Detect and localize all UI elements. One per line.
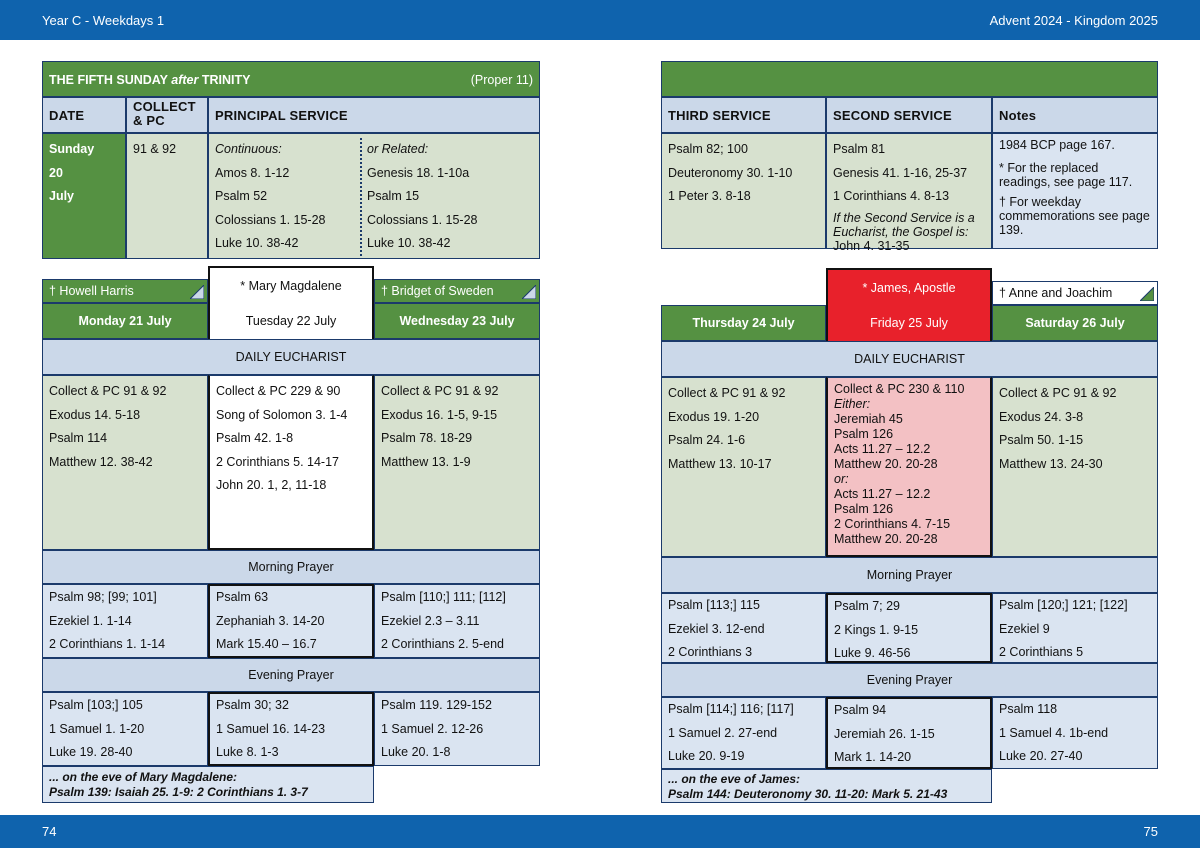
commemoration-wednesday bbox=[374, 279, 540, 303]
eucharist-monday bbox=[42, 375, 208, 550]
reading: Luke 9. 46-56 bbox=[834, 646, 911, 660]
date-thursday: Thursday 24 July bbox=[661, 305, 826, 341]
evening-wednesday bbox=[374, 692, 540, 766]
reading: Jeremiah 45 bbox=[834, 412, 903, 426]
reading: Exodus 14. 5-18 bbox=[49, 407, 141, 422]
reading: Psalm [114;] 116; [117] bbox=[668, 702, 794, 716]
reading: 1 Samuel 1. 1-20 bbox=[49, 721, 145, 736]
date-monday: Monday 21 July bbox=[42, 303, 208, 339]
reading: Acts 11.27 – 12.2 bbox=[834, 487, 931, 501]
reading: Psalm 126 bbox=[834, 502, 894, 516]
reading: Matthew 13. 10-17 bbox=[668, 456, 772, 471]
commemoration-friday bbox=[826, 268, 992, 305]
date-line: 20 bbox=[49, 165, 63, 180]
eve-heading: ... on the eve of James: bbox=[668, 772, 801, 786]
commemoration-monday bbox=[42, 279, 208, 303]
evening-tuesday bbox=[208, 692, 374, 766]
daily-eucharist-label-right: DAILY EUCHARIST bbox=[661, 341, 1158, 377]
reading: Psalm 98; [99; 101] bbox=[49, 590, 157, 604]
reading: Psalm 94 bbox=[834, 703, 887, 717]
date-tuesday: Tuesday 22 July bbox=[208, 303, 374, 339]
morning-tuesday bbox=[208, 584, 374, 658]
reading: Mark 15.40 – 16.7 bbox=[216, 637, 317, 651]
eucharist-friday bbox=[826, 377, 992, 557]
eve-readings: Psalm 139: Isaiah 25. 1-9: 2 Corinthians 1. 3-7 bbox=[49, 785, 308, 799]
reading: Luke 19. 28-40 bbox=[49, 745, 133, 759]
evening-saturday bbox=[992, 697, 1158, 769]
commemoration-label: † Howell Harris bbox=[49, 284, 134, 298]
eucharist-tuesday bbox=[208, 375, 374, 550]
reading: Psalm 15 bbox=[367, 189, 420, 203]
reading: Mark 1. 14-20 bbox=[834, 750, 912, 764]
related-readings bbox=[361, 134, 551, 260]
notes-cell bbox=[992, 133, 1158, 249]
page-number-right: 75 bbox=[1143, 824, 1158, 839]
col-header-second: SECOND SERVICE bbox=[826, 97, 992, 133]
reading: Acts 11.27 – 12.2 bbox=[834, 442, 931, 456]
reading: Psalm 119. 129-152 bbox=[381, 698, 492, 712]
reading: 2 Corinthians 5 bbox=[999, 645, 1084, 659]
reading: Ezekiel 1. 1-14 bbox=[49, 613, 132, 628]
reading: Luke 20. 1-8 bbox=[381, 745, 451, 759]
reading: Collect & PC 91 & 92 bbox=[668, 386, 786, 400]
continuous-readings bbox=[209, 134, 373, 260]
date-line: Sunday bbox=[49, 142, 95, 156]
commemoration-saturday bbox=[992, 281, 1158, 305]
reading: Psalm 52 bbox=[215, 189, 268, 203]
reading: Matthew 12. 38-42 bbox=[49, 454, 153, 469]
reading: Psalm 114 bbox=[49, 431, 108, 445]
continuous-label: Continuous: bbox=[215, 142, 282, 156]
sunday-title-bar bbox=[42, 61, 540, 97]
morning-prayer-label-left: Morning Prayer bbox=[42, 550, 540, 584]
reading: 2 Corinthians 4. 7-15 bbox=[834, 517, 951, 531]
col-header-date: DATE bbox=[42, 97, 126, 133]
evening-thursday bbox=[661, 697, 826, 769]
reading: Zephaniah 3. 14-20 bbox=[216, 613, 325, 628]
page-number-left: 74 bbox=[42, 824, 57, 839]
morning-friday bbox=[826, 593, 992, 663]
col-header-notes: Notes bbox=[992, 97, 1158, 133]
eve-note-right bbox=[661, 769, 992, 803]
either-label: Either: bbox=[834, 397, 871, 411]
reading: Collect & PC 91 & 92 bbox=[999, 386, 1117, 400]
reading: Jeremiah 26. 1-15 bbox=[834, 726, 935, 741]
note: * For the replaced readings, see page 117. bbox=[999, 161, 1133, 189]
evening-monday bbox=[42, 692, 208, 766]
commemoration-label: * Mary Magdalene bbox=[240, 278, 342, 293]
evening-friday bbox=[826, 697, 992, 769]
reading: John 20. 1, 2, 11-18 bbox=[216, 478, 327, 492]
reading: Matthew 20. 20-28 bbox=[834, 457, 938, 471]
principal-service-cell bbox=[208, 133, 540, 259]
sunday-date-cell bbox=[42, 133, 126, 259]
morning-wednesday bbox=[374, 584, 540, 658]
reading: Colossians 1. 15-28 bbox=[367, 212, 478, 227]
reading: 1 Samuel 16. 14-23 bbox=[216, 721, 326, 736]
reading: 2 Corinthians 3 bbox=[668, 645, 753, 659]
eve-note-left bbox=[42, 766, 374, 803]
reading: Psalm [120;] 121; [122] bbox=[999, 598, 1128, 612]
reading: 1 Peter 3. 8-18 bbox=[668, 189, 751, 203]
reading: Psalm 7; 29 bbox=[834, 599, 901, 613]
date-wednesday: Wednesday 23 July bbox=[374, 303, 540, 339]
evening-prayer-label-left: Evening Prayer bbox=[42, 658, 540, 692]
second-service-cell bbox=[826, 133, 992, 253]
reading: Deuteronomy 30. 1-10 bbox=[668, 165, 793, 180]
eucharist-saturday bbox=[992, 377, 1158, 557]
reading: Ezekiel 2.3 – 3.11 bbox=[381, 613, 480, 628]
reading: Psalm 118 bbox=[999, 702, 1058, 716]
reading: Psalm 50. 1-15 bbox=[999, 433, 1084, 447]
commemoration-label: † Bridget of Sweden bbox=[381, 284, 494, 298]
page-header-bar bbox=[0, 0, 1200, 40]
third-service-cell bbox=[661, 133, 826, 249]
reading: Exodus 19. 1-20 bbox=[668, 409, 760, 424]
reading: 1 Samuel 2. 27-end bbox=[668, 725, 778, 740]
second-service-note: If the Second Service is a Eucharist, the Gospel is: bbox=[833, 210, 975, 239]
date-friday: Friday 25 July bbox=[826, 305, 992, 341]
reading: 1 Samuel 4. 1b-end bbox=[999, 725, 1109, 740]
commemoration-tuesday bbox=[208, 266, 374, 303]
reading: Psalm 81 bbox=[833, 142, 886, 156]
morning-monday bbox=[42, 584, 208, 658]
eve-heading: ... on the eve of Mary Magdalene: bbox=[49, 770, 238, 784]
reading: Ezekiel 3. 12-end bbox=[668, 621, 765, 636]
eucharist-thursday bbox=[661, 377, 826, 557]
reading: Psalm [110;] 111; [112] bbox=[381, 590, 506, 604]
gospel-ref: John 4. 31-35 bbox=[833, 238, 910, 253]
sunday-title: THE FIFTH SUNDAY after TRINITY bbox=[49, 73, 251, 87]
reading: Luke 10. 38-42 bbox=[215, 236, 299, 250]
reading: Psalm 82; 100 bbox=[668, 142, 748, 156]
reading: Luke 20. 27-40 bbox=[999, 749, 1083, 763]
collect-text: 91 & 92 bbox=[133, 142, 177, 156]
reading: 2 Corinthians 1. 1-14 bbox=[49, 637, 166, 651]
reading: Matthew 13. 24-30 bbox=[999, 456, 1103, 471]
reading: Exodus 24. 3-8 bbox=[999, 409, 1084, 424]
or-label: or: bbox=[834, 472, 849, 486]
reading: Exodus 16. 1-5, 9-15 bbox=[381, 407, 498, 422]
reading: Genesis 18. 1-10a bbox=[367, 165, 470, 180]
reading: Psalm 126 bbox=[834, 427, 894, 441]
reading: Collect & PC 91 & 92 bbox=[49, 384, 167, 398]
date-line: July bbox=[49, 189, 75, 203]
reading: Matthew 13. 1-9 bbox=[381, 454, 471, 469]
reading: Psalm 30; 32 bbox=[216, 698, 289, 712]
morning-prayer-label-right: Morning Prayer bbox=[661, 557, 1158, 593]
page-footer-bar bbox=[0, 815, 1200, 848]
header-right-text: Advent 2024 - Kingdom 2025 bbox=[989, 13, 1158, 28]
morning-thursday bbox=[661, 593, 826, 663]
reading: Collect & PC 91 & 92 bbox=[381, 384, 499, 398]
reading: Psalm [113;] 115 bbox=[668, 598, 760, 612]
col-header-principal: PRINCIPAL SERVICE bbox=[208, 97, 540, 133]
reading: Genesis 41. 1-16, 25-37 bbox=[833, 165, 968, 180]
col-header-collect: COLLECT & PC bbox=[126, 97, 208, 133]
corner-triangle-icon bbox=[522, 285, 536, 299]
reading: 2 Corinthians 5. 14-17 bbox=[216, 454, 339, 469]
related-label: or Related: bbox=[367, 142, 429, 156]
morning-saturday bbox=[992, 593, 1158, 663]
commemoration-label: * James, Apostle bbox=[862, 280, 956, 295]
reading: 1 Corinthians 4. 8-13 bbox=[833, 189, 950, 203]
corner-triangle-icon bbox=[1140, 287, 1154, 301]
eve-readings: Psalm 144: Deuteronomy 30. 11-20: Mark 5. 21-43 bbox=[668, 787, 948, 801]
evening-prayer-label-right: Evening Prayer bbox=[661, 663, 1158, 697]
col-header-third: THIRD SERVICE bbox=[661, 97, 826, 133]
daily-eucharist-label-left: DAILY EUCHARIST bbox=[42, 339, 540, 375]
reading: Song of Solomon 3. 1-4 bbox=[216, 407, 348, 422]
reading: Ezekiel 9 bbox=[999, 621, 1050, 636]
note: † For weekday commemorations see page 139. bbox=[999, 195, 1150, 237]
reading: Luke 20. 9-19 bbox=[668, 749, 745, 763]
reading: Colossians 1. 15-28 bbox=[215, 212, 326, 227]
date-saturday: Saturday 26 July bbox=[992, 305, 1158, 341]
reading: Psalm 24. 1-6 bbox=[668, 433, 746, 447]
proper-label: (Proper 11) bbox=[470, 73, 533, 87]
reading: Collect & PC 230 & 110 bbox=[834, 382, 965, 396]
header-left-text: Year C - Weekdays 1 bbox=[42, 13, 165, 28]
reading: Luke 8. 1-3 bbox=[216, 745, 279, 759]
corner-triangle-icon bbox=[190, 285, 204, 299]
sunday-title-bar-right bbox=[661, 61, 1158, 97]
sunday-collect-cell bbox=[126, 133, 208, 259]
reading: 2 Corinthians 2. 5-end bbox=[381, 637, 504, 651]
reading: Collect & PC 229 & 90 bbox=[216, 384, 341, 398]
reading: Matthew 20. 20-28 bbox=[834, 532, 938, 546]
note: 1984 BCP page 167. bbox=[999, 138, 1115, 152]
reading: Luke 10. 38-42 bbox=[367, 236, 451, 250]
reading: Amos 8. 1-12 bbox=[215, 165, 290, 180]
reading: 2 Kings 1. 9-15 bbox=[834, 622, 919, 637]
reading: Psalm 78. 18-29 bbox=[381, 431, 473, 445]
reading: 1 Samuel 2. 12-26 bbox=[381, 721, 484, 736]
reading: Psalm 63 bbox=[216, 590, 269, 604]
eucharist-wednesday bbox=[374, 375, 540, 550]
reading: Psalm [103;] 105 bbox=[49, 698, 143, 712]
commemoration-label: † Anne and Joachim bbox=[999, 286, 1113, 300]
reading: Psalm 42. 1-8 bbox=[216, 431, 294, 445]
